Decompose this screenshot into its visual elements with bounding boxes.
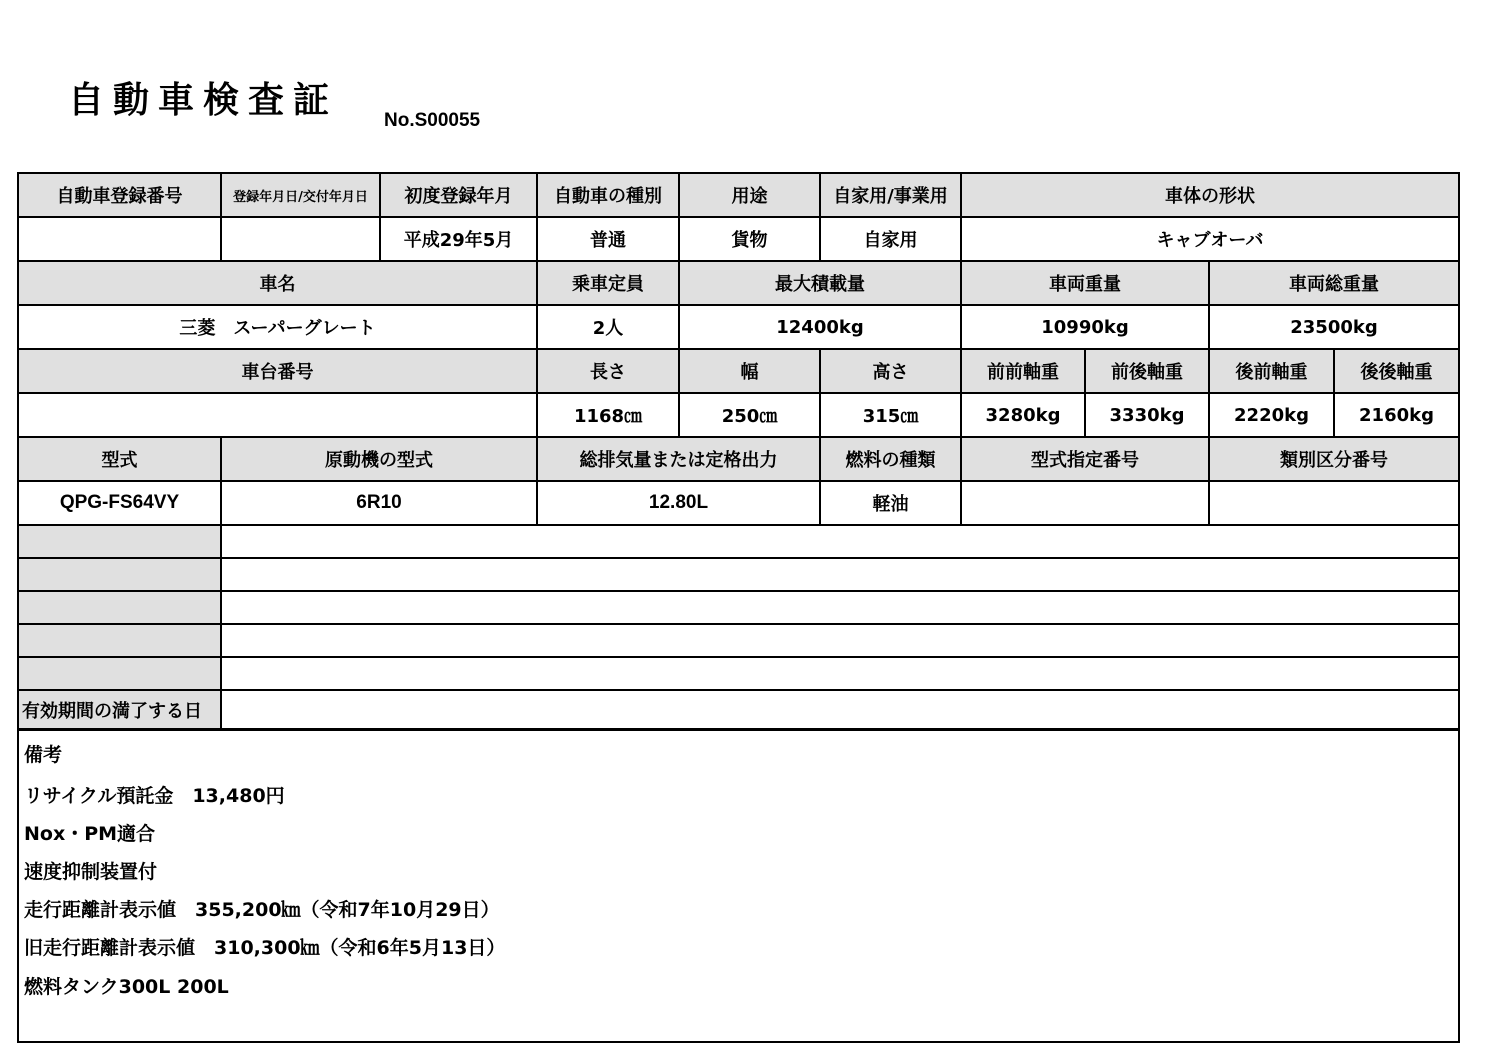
value-rr-axle: 2160kg [1335,394,1458,438]
blank-row-value [222,625,1458,658]
remarks-line: リサイクル預託金 13,480円 [24,785,285,807]
blank-row-value [222,526,1458,559]
header-height: 高さ [821,350,962,394]
value-capacity: 2人 [538,306,680,350]
value-chassis [19,394,538,438]
blank-row-value [222,559,1458,592]
value-model: QPG-FS64VY [19,482,222,526]
value-type-designation [962,482,1210,526]
header-ff-axle: 前前軸重 [962,350,1086,394]
value-length: 1168㎝ [538,394,680,438]
value-car-name: 三菱 スーパーグレート [19,306,538,350]
remarks-line: 速度抑制装置付 [24,861,158,883]
header-fr-axle: 前後軸重 [1086,350,1210,394]
header-reg-date: 登録年月日/交付年月日 [222,174,381,218]
remarks-label: 備考 [24,744,63,766]
value-displacement: 12.80L [538,482,821,526]
value-private-business: 自家用 [821,218,962,262]
header-rf-axle: 後前軸重 [1210,350,1335,394]
value-height: 315㎝ [821,394,962,438]
header-chassis: 車台番号 [19,350,538,394]
value-reg-date [222,218,381,262]
header-reg-number: 自動車登録番号 [19,174,222,218]
header-engine-model: 原動機の型式 [222,438,538,482]
value-gross-weight: 23500kg [1210,306,1458,350]
remarks-section [17,729,1460,1043]
value-reg-number [19,218,222,262]
blank-row-value [222,658,1458,691]
header-max-load: 最大積載量 [680,262,962,306]
header-displacement: 総排気量または定格出力 [538,438,821,482]
header-rr-axle: 後後軸重 [1335,350,1458,394]
document-number: No.S00055 [384,110,481,131]
value-weight: 10990kg [962,306,1210,350]
header-length: 長さ [538,350,680,394]
value-fr-axle: 3330kg [1086,394,1210,438]
value-use: 貨物 [680,218,821,262]
expiry-label: 有効期間の満了する日 [19,691,222,728]
header-gross-weight: 車両総重量 [1210,262,1458,306]
value-width: 250㎝ [680,394,821,438]
remarks-line: 旧走行距離計表示値 310,300㎞（令和6年5月13日） [24,937,506,959]
header-model: 型式 [19,438,222,482]
value-engine-model: 6R10 [222,482,538,526]
value-vehicle-type: 普通 [538,218,680,262]
header-use: 用途 [680,174,821,218]
remarks-line: Nox・PM適合 [24,823,156,845]
certificate-table [17,172,1460,730]
blank-row-label [19,625,222,658]
expiry-value [222,691,1458,728]
value-fuel: 軽油 [821,482,962,526]
value-first-reg: 平成29年5月 [381,218,538,262]
header-width: 幅 [680,350,821,394]
value-ff-axle: 3280kg [962,394,1086,438]
header-weight: 車両重量 [962,262,1210,306]
blank-row-label [19,592,222,625]
remarks-line: 燃料タンク300L 200L [24,976,229,998]
document-title: 自動車検査証 [68,80,339,121]
value-rf-axle: 2220kg [1210,394,1335,438]
blank-row-value [222,592,1458,625]
remarks-line: 走行距離計表示値 355,200㎞（令和7年10月29日） [24,899,500,921]
header-fuel: 燃料の種類 [821,438,962,482]
blank-row-label [19,559,222,592]
blank-row-label [19,658,222,691]
value-body-shape: キャブオーバ [962,218,1458,262]
header-body-shape: 車体の形状 [962,174,1458,218]
header-vehicle-type: 自動車の種別 [538,174,680,218]
header-first-reg: 初度登録年月 [381,174,538,218]
header-category: 類別区分番号 [1210,438,1458,482]
header-car-name: 車名 [19,262,538,306]
value-max-load: 12400kg [680,306,962,350]
blank-row-label [19,526,222,559]
header-capacity: 乗車定員 [538,262,680,306]
header-private-business: 自家用/事業用 [821,174,962,218]
value-category [1210,482,1458,526]
header-type-designation: 型式指定番号 [962,438,1210,482]
